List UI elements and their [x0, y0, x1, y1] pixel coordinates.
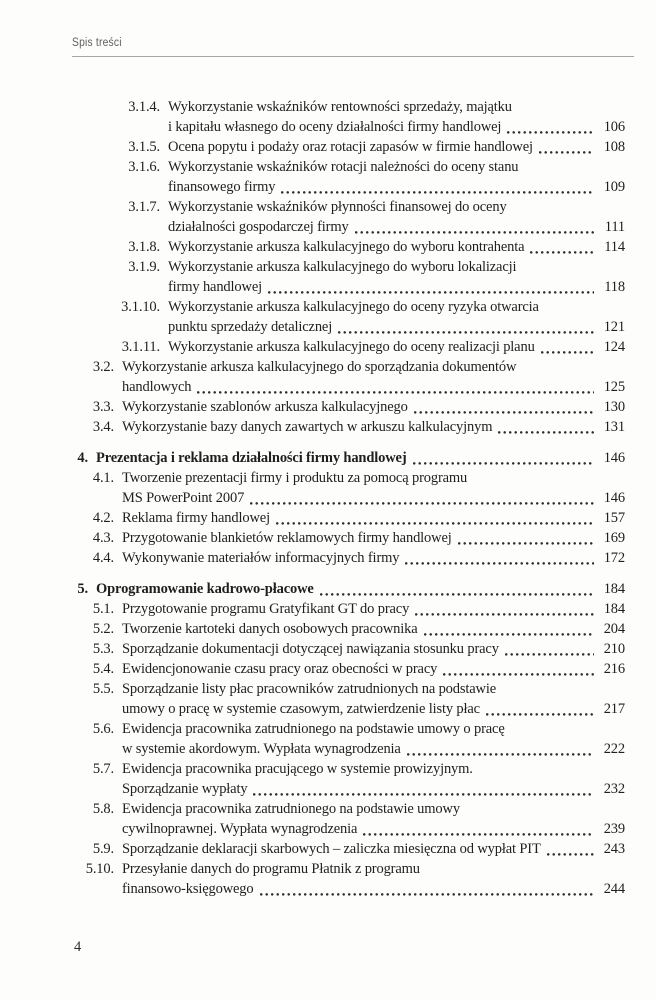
toc-page-ref: 184: [603, 601, 625, 617]
toc-entry-title: Wykorzystanie arkusza kalkulacyjnego do oceny realizacji planu: [168, 339, 535, 355]
toc-entry-number: 5.10.: [85, 861, 114, 877]
toc-line: [168, 297, 625, 317]
toc-entry-number: 5.7.: [92, 761, 114, 777]
toc-entry-body: [168, 97, 625, 137]
toc-entry-number: 5.1.: [92, 601, 114, 617]
toc-page-ref: 109: [603, 179, 625, 195]
toc-entry-title: Reklama firmy handlowej: [122, 510, 270, 526]
toc-line: [122, 779, 625, 799]
toc-line: [122, 799, 625, 819]
toc-entry: [72, 397, 625, 417]
toc-entry-title: i kapitału własnego do oceny działalności firmy handlowej: [168, 119, 502, 135]
toc-entry-body: [168, 197, 625, 237]
toc-line: [122, 417, 625, 437]
toc-entry-title: finansowego firmy: [168, 179, 276, 195]
toc-entry-number: 3.1.9.: [128, 259, 160, 275]
toc-line: [122, 377, 625, 397]
toc-entry: [72, 859, 625, 899]
toc-entry-body: [122, 839, 625, 859]
toc-entry-title: Wykorzystanie bazy danych zawartych w arkuszu kalkulacyjnym: [122, 419, 493, 435]
toc-entry: [72, 417, 625, 437]
toc-page-ref: 114: [604, 239, 625, 255]
toc-entry: [72, 137, 625, 157]
dot-leader: [197, 391, 594, 394]
toc-entry-number: 4.: [77, 450, 88, 466]
toc-entry-body: [168, 237, 625, 257]
toc-entry-title: finansowo-księgowego: [122, 881, 254, 897]
table-of-contents: [0, 57, 656, 899]
toc-entry-title: Sporządzanie listy płac pracowników zatrudnionych na podstawie: [122, 681, 497, 697]
toc-line: [168, 237, 625, 257]
toc-entry: [72, 448, 625, 468]
toc-entry-number: 3.1.11.: [121, 339, 160, 355]
toc-entry-title: Sporządzanie deklaracji skarbowych – zaliczka miesięczna od wypłat PIT: [122, 841, 541, 857]
toc-line: [122, 819, 625, 839]
dot-leader: [407, 753, 594, 756]
toc-line: [122, 548, 625, 568]
toc-entry-body: [122, 468, 625, 508]
toc-line: [122, 879, 625, 899]
toc-page-ref: 204: [603, 621, 625, 637]
toc-entry-number: 5.3.: [92, 641, 114, 657]
toc-entry-body: [122, 679, 625, 719]
toc-entry-body: [122, 508, 625, 528]
toc-page-ref: 124: [603, 339, 625, 355]
toc-entry-body: [96, 579, 625, 599]
toc-line: [122, 719, 625, 739]
toc-entry-title: Ewidencja pracownika zatrudnionego na podstawie umowy: [122, 801, 460, 817]
dot-leader: [413, 462, 594, 465]
toc-entry-title: Prezentacja i reklama działalności firmy handlowej: [96, 450, 407, 466]
toc-line: [122, 488, 625, 508]
toc-entry-body: [122, 599, 625, 619]
toc-entry: [72, 357, 625, 397]
toc-entry-title: Wykorzystanie wskaźników płynności finansowej do oceny: [168, 199, 507, 215]
dot-leader: [539, 151, 594, 154]
toc-entry-number: 5.2.: [92, 621, 114, 637]
dot-leader: [414, 411, 594, 414]
toc-entry-body: [122, 799, 625, 839]
toc-entry-body: [168, 157, 625, 197]
dot-leader: [268, 291, 594, 294]
dot-leader: [405, 562, 594, 565]
toc-entry-body: [122, 417, 625, 437]
toc-line: [96, 579, 625, 599]
toc-line: [168, 157, 625, 177]
toc-entry-number: 5.6.: [92, 721, 114, 737]
toc-entry-title: Wykorzystanie arkusza kalkulacyjnego do wyboru lokalizacji: [168, 259, 517, 275]
dot-leader: [276, 522, 594, 525]
dot-leader: [498, 431, 594, 434]
toc-entry: [72, 548, 625, 568]
toc-entry: [72, 508, 625, 528]
toc-line: [168, 217, 625, 237]
toc-entry-title: Przesyłanie danych do programu Płatnik z programu: [122, 861, 420, 877]
toc-line: [168, 277, 625, 297]
toc-entry-number: 5.8.: [92, 801, 114, 817]
toc-entry-title: Ewidencja pracownika zatrudnionego na podstawie umowy o pracę: [122, 721, 505, 737]
toc-entry: [72, 97, 625, 137]
toc-entry: [72, 839, 625, 859]
toc-entry-number: 5.5.: [92, 681, 114, 697]
toc-entry-number: 5.: [77, 581, 88, 597]
toc-line: [122, 508, 625, 528]
dot-leader: [320, 593, 594, 596]
toc-entry-title: Wykonywanie materiałów informacyjnych firmy: [122, 550, 400, 566]
toc-page-ref: 111: [604, 219, 625, 235]
toc-entry: [72, 679, 625, 719]
running-head-title: Spis treści: [72, 37, 122, 49]
toc-page-ref: 157: [603, 510, 625, 526]
toc-entry-title: cywilnoprawnej. Wypłata wynagrodzenia: [122, 821, 358, 837]
page-header: [0, 0, 656, 57]
toc-entry-title: Tworzenie kartoteki danych osobowych pracownika: [122, 621, 418, 637]
toc-line: [168, 317, 625, 337]
toc-entry-body: [168, 137, 625, 157]
toc-entry: [72, 528, 625, 548]
toc-line: [168, 197, 625, 217]
dot-leader: [530, 251, 594, 254]
toc-page-ref: 169: [603, 530, 625, 546]
toc-entry-number: 3.2.: [92, 359, 114, 375]
toc-entry-number: 3.1.10.: [121, 299, 160, 315]
toc-entry-number: 4.2.: [92, 510, 114, 526]
toc-entry-body: [122, 548, 625, 568]
toc-page-ref: 184: [603, 581, 625, 597]
toc-line: [122, 659, 625, 679]
toc-page-ref: 146: [603, 450, 625, 466]
toc-entry-title: Wykorzystanie szablonów arkusza kalkulacyjnego: [122, 399, 408, 415]
toc-entry-number: 3.1.4.: [128, 99, 160, 115]
toc-line: [122, 679, 625, 699]
toc-entry-body: [122, 619, 625, 639]
toc-line: [168, 117, 625, 137]
toc-line: [122, 839, 625, 859]
toc-page-ref: 118: [604, 279, 625, 295]
toc-line: [168, 337, 625, 357]
toc-page-ref: 131: [603, 419, 625, 435]
toc-entry-title: działalności gospodarczej firmy: [168, 219, 349, 235]
toc-entry-title: punktu sprzedaży detalicznej: [168, 319, 333, 335]
dot-leader: [363, 833, 594, 836]
dot-leader: [424, 633, 594, 636]
toc-entry-title: umowy o pracę w systemie czasowym, zatwierdzenie listy płac: [122, 701, 480, 717]
toc-entry-title: Ewidencjonowanie czasu pracy oraz obecności w pracy: [122, 661, 438, 677]
toc-line: [122, 528, 625, 548]
toc-entry-body: [122, 357, 625, 397]
toc-page-ref: 244: [603, 881, 625, 897]
toc-entry: [72, 619, 625, 639]
toc-entry-number: 4.3.: [92, 530, 114, 546]
toc-page-ref: 210: [603, 641, 625, 657]
toc-entry-title: MS PowerPoint 2007: [122, 490, 245, 506]
toc-line: [122, 619, 625, 639]
toc-line: [122, 599, 625, 619]
toc-entry: [72, 257, 625, 297]
toc-entry-title: Wykorzystanie arkusza kalkulacyjnego do oceny ryzyka otwarcia: [168, 299, 539, 315]
toc-entry: [72, 759, 625, 799]
toc-entry: [72, 297, 625, 337]
dot-leader: [486, 713, 594, 716]
dot-leader: [443, 673, 594, 676]
toc-page-ref: 130: [603, 399, 625, 415]
toc-line: [168, 257, 625, 277]
toc-entry-title: Sporządzanie dokumentacji dotyczącej nawiązania stosunku pracy: [122, 641, 499, 657]
toc-page-ref: 125: [603, 379, 625, 395]
toc-entry-number: 3.1.7.: [128, 199, 160, 215]
toc-page-ref: 172: [603, 550, 625, 566]
dot-leader: [541, 351, 594, 354]
toc-entry-body: [168, 257, 625, 297]
dot-leader: [250, 502, 594, 505]
toc-line: [122, 468, 625, 488]
toc-entry-title: Oprogramowanie kadrowo-płacowe: [96, 581, 314, 597]
page-number: 4: [74, 939, 82, 955]
toc-entry-title: Przygotowanie programu Gratyfikant GT do pracy: [122, 601, 410, 617]
toc-entry-body: [122, 759, 625, 799]
toc-entry-title: Ocena popytu i podaży oraz rotacji zapasów w firmie handlowej: [168, 139, 533, 155]
toc-line: [168, 97, 625, 117]
dot-leader: [355, 231, 594, 234]
toc-page-ref: 106: [603, 119, 625, 135]
dot-leader: [253, 793, 594, 796]
dot-leader: [505, 653, 594, 656]
toc-entry-title: Wykorzystanie wskaźników rotacji należności do oceny stanu: [168, 159, 519, 175]
toc-entry: [72, 659, 625, 679]
toc-page-ref: 216: [603, 661, 625, 677]
toc-page-ref: 121: [603, 319, 625, 335]
toc-line: [122, 397, 625, 417]
toc-entry: [72, 639, 625, 659]
toc-entry-body: [96, 448, 625, 468]
toc-entry-number: 3.1.5.: [128, 139, 160, 155]
toc-line: [122, 759, 625, 779]
toc-entry-body: [122, 659, 625, 679]
toc-entry-number: 3.3.: [92, 399, 114, 415]
toc-page-ref: 239: [603, 821, 625, 837]
toc-page-ref: 217: [603, 701, 625, 717]
dot-leader: [507, 131, 594, 134]
dot-leader: [338, 331, 594, 334]
toc-line: [96, 448, 625, 468]
toc-entry: [72, 579, 625, 599]
toc-entry-title: Wykorzystanie arkusza kalkulacyjnego do sporządzania dokumentów: [122, 359, 517, 375]
dot-leader: [281, 191, 594, 194]
toc-entry-title: Wykorzystanie wskaźników rentowności sprzedaży, majątku: [168, 99, 512, 115]
toc-line: [122, 639, 625, 659]
toc-page-ref: 243: [603, 841, 625, 857]
toc-entry-title: Wykorzystanie arkusza kalkulacyjnego do wyboru kontrahenta: [168, 239, 525, 255]
toc-entry-title: Ewidencja pracownika pracującego w systemie prowizyjnym.: [122, 761, 473, 777]
toc-entry-title: Sporządzanie wypłaty: [122, 781, 248, 797]
toc-entry-number: 3.1.8.: [128, 239, 160, 255]
toc-entry: [72, 337, 625, 357]
toc-entry-title: w systemie akordowym. Wypłata wynagrodzenia: [122, 741, 401, 757]
toc-line: [122, 739, 625, 759]
toc-line: [122, 699, 625, 719]
toc-entry-number: 5.4.: [92, 661, 114, 677]
toc-entry-body: [168, 337, 625, 357]
toc-line: [122, 357, 625, 377]
toc-page-ref: 222: [603, 741, 625, 757]
dot-leader: [415, 613, 594, 616]
toc-page-ref: 146: [603, 490, 625, 506]
toc-line: [168, 137, 625, 157]
toc-entry: [72, 197, 625, 237]
dot-leader: [260, 893, 594, 896]
toc-entry: [72, 799, 625, 839]
toc-entry-body: [122, 639, 625, 659]
dot-leader: [547, 853, 594, 856]
toc-page-ref: 232: [603, 781, 625, 797]
toc-entry-title: Przygotowanie blankietów reklamowych firmy handlowej: [122, 530, 452, 546]
toc-entry: [72, 237, 625, 257]
toc-entry-number: 3.1.6.: [128, 159, 160, 175]
toc-entry: [72, 468, 625, 508]
toc-entry-number: 4.4.: [92, 550, 114, 566]
toc-entry-number: 5.9.: [92, 841, 114, 857]
toc-line: [168, 177, 625, 197]
toc-entry: [72, 157, 625, 197]
toc-entry-body: [122, 528, 625, 548]
toc-entry-title: Tworzenie prezentacji firmy i produktu za pomocą programu: [122, 470, 468, 486]
toc-entry-number: 3.4.: [92, 419, 114, 435]
toc-entry-body: [122, 719, 625, 759]
toc-entry-number: 4.1.: [92, 470, 114, 486]
toc-entry-body: [122, 397, 625, 417]
toc-page-ref: 108: [603, 139, 625, 155]
toc-entry-title: firmy handlowej: [168, 279, 262, 295]
toc-entry: [72, 719, 625, 759]
toc-entry: [72, 599, 625, 619]
dot-leader: [458, 542, 594, 545]
toc-entry-body: [122, 859, 625, 899]
toc-line: [122, 859, 625, 879]
toc-entry-body: [168, 297, 625, 337]
toc-entry-title: handlowych: [122, 379, 192, 395]
